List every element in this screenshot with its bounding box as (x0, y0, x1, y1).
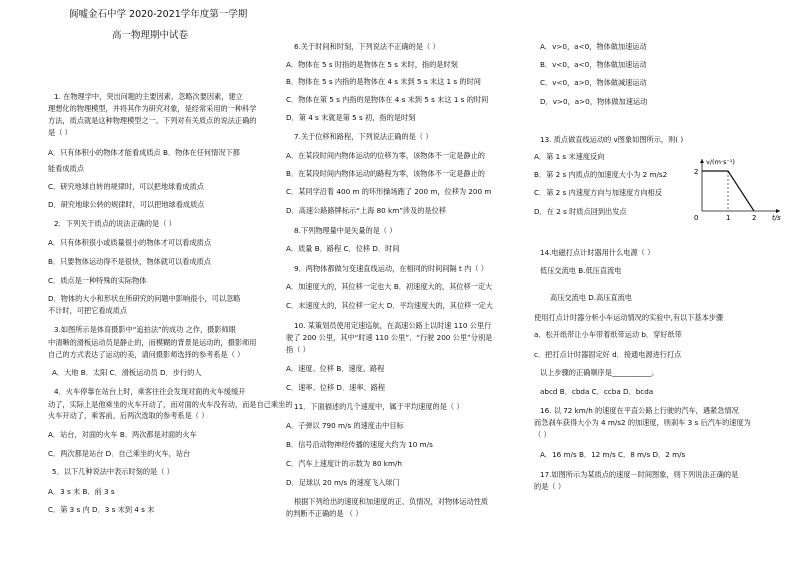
x-tick-label: 2 (752, 214, 757, 222)
col2-line: A．物体在 5 s 时指的是物体在 5 s 末时，指的是时刻 (286, 60, 458, 69)
x-tick-label: 1 (726, 214, 731, 222)
col2-line: A．质量 B．路程 C．位移 D．时间 (286, 244, 400, 253)
col2-line: A．在某段时间内物体运动的位移为零，该物体不一定是静止的 (286, 151, 485, 160)
col3-line: 的是（ ） (534, 482, 566, 491)
col1-line: B．只要物体运动得不是很快，物体就可以看成质点 (48, 257, 212, 266)
col2-line: C．速率、位移 D．速率、路程 (286, 383, 386, 392)
col1-line: A．3 s 末 B．前 3 s (48, 487, 115, 496)
col1-line: 是（ ） (48, 128, 72, 137)
col3-line: a．松开纸带让小车带着纸带运动 b．穿好纸带 (534, 330, 682, 339)
col2-line: C．某同学沿着 400 m 的环形操场跑了 200 m，位移为 200 m (286, 187, 492, 196)
y-axis-arrow (700, 159, 704, 163)
col3-line: 使用打点计时器分析小车运动情况的实验中,有以下基本步骤 (534, 313, 724, 322)
col3-line: 13. 质点做直线运动的 v图象如图所示，则( ) (540, 135, 684, 144)
col1-line: C．两次都是站台 D．自己乘坐的火车，站台 (48, 449, 191, 458)
col2-line: B．信号沿动物神经传播的速度大约为 10 m/s (286, 440, 433, 449)
col3-line: 高压交流电 D.高压直流电 (550, 293, 632, 302)
exam-subtitle: 高一物理期中试卷 (112, 30, 189, 41)
col2-line: 10. 某策划员使用定速巡航，在高速公路上以时速 110 公里行 (294, 321, 492, 330)
col2-line: D．第 4 s 末就是第 5 s 初，指的是时刻 (286, 113, 416, 122)
col3-line: C．第 2 s 内速度方向与加速度方向相反 (534, 188, 663, 197)
col2-line: D．高速公路路牌标示“上海 80 km”涉及的是位移 (286, 206, 447, 215)
col1-line: 方法，质点就是这种物理模型之一。下列对有关质点的说法正确的 (48, 116, 257, 125)
col3-line: B．第 2 s 内质点的加速度大小为 2 m/s2 (534, 170, 668, 179)
exam-title: 阆嘘金石中学 2020-2021学年度第一学期 (69, 9, 248, 20)
col1-line: A．只有体积很小或质量很小的物体才可以看成质点 (48, 238, 212, 247)
col2-line: 11．下面描述的几个速度中，属于平均速度的是（ ） (294, 402, 464, 411)
col1-line: C．研究地球自转的规律时，可以把地球看成质点 (48, 182, 204, 191)
x-axis-label: t/s (772, 214, 781, 222)
col1-line: 能看成质点 (48, 164, 84, 173)
col1-line: 5．以下几种说法中表示时刻的是（ ） (52, 467, 174, 476)
vt-graph (690, 155, 790, 225)
col1-line: 不计时，可把它看成质点 (48, 306, 128, 315)
col3-line: c．把打点计时器固定好 d．接通电源进行打点 (534, 350, 682, 359)
col1-line: 动了，实际上是他乘坐的火车开动了，而对面的火车没有动，而是自己乘坐的 (48, 400, 293, 409)
col3-line: B．v<0，a<0，物体做加速运动 (540, 60, 647, 69)
col2-line: 9．两物体都做匀变速直线运动，在相同的时间间隔 t 内（ ） (294, 264, 488, 273)
col1-line: C．质点是一种特殊的实际物体 (48, 276, 147, 285)
x-axis-arrow (776, 209, 780, 213)
col2-line: C．汽车上速度计的示数为 80 km/h (286, 459, 402, 468)
col2-line: 8.下列物理量中是矢量的是（ ） (294, 226, 397, 235)
col1-line: A．只有体积小的物体才能看成质点 B．物体在任何情况下都 (48, 148, 240, 157)
col1-line: 中清晰的滑板运动员是静止的，而模糊的背景是运动的，摄影师用 (48, 338, 257, 347)
y-axis-label: v/(m·s⁻¹) (706, 158, 735, 166)
col2-line: 根据下列给出的速度和加速度的正、负情况，对物体运动性质 (294, 497, 489, 506)
col1-line: 3.如图所示是体育摄影中“追拍法”的成功 之作，摄影师眼 (54, 325, 236, 334)
col1-line: D．研究地球公转的规律时，可以把地球看成质点 (48, 200, 205, 209)
col3-line: 而急刹车获得大小为 4 m/s2 的加速度，则刹车 3 s 后汽车的速度为 (534, 418, 751, 427)
col2-line: C．物体在第 5 s 内指的是物体在 4 s 末到 5 s 末这 1 s 的时间 (286, 95, 489, 104)
y-tick-label: 2 (694, 168, 699, 176)
col3-line: 16. 以 72 km/h 的速度在平直公路上行驶的汽车，遇紧急情况 (540, 406, 739, 415)
col1-line: C．第 3 s 内 D．3 s 末到 4 s 末 (48, 505, 155, 514)
col1-line: A．站台，对面的火车 B．两次都是对面的火车 (48, 430, 197, 439)
col3-line: abcd B．cbda C．ccba D．bcda (540, 387, 654, 396)
col3-line: 以上步骤的正确顺序是___________。 (540, 368, 659, 377)
col3-line: C．v<0，a>0，物体做减速运动 (540, 78, 647, 87)
col2-line: 驶了 200 公里，其中“时速 110 公里”、“行驶 200 公里”分别是 (286, 333, 493, 342)
col2-line: A．子弹以 790 m/s 的速度击中目标 (286, 421, 404, 430)
col1-line: 理想化的物理模型，并将其作为研究对象，是经常采用的一种科学 (48, 104, 257, 113)
col3-line: 14.电磁打点计时器用什么电源（ ） (540, 248, 655, 257)
col2-line: 6.关于时间和时刻，下列说法不正确的是（ ） (294, 42, 440, 51)
col3-line: D．v>0，a>0，物体做加速运动 (540, 97, 648, 106)
col3-line: A．第 1 s 末速度反向 (534, 152, 605, 161)
col2-line: 的判断不正确的是 （ ） (286, 509, 363, 518)
col2-line: C．末速度大的，其位移一定大 D．平均速度大的，其位移一定大 (286, 301, 493, 310)
col3-line: A．16 m/s B．12 m/s C．8 m/s D．2 m/s (540, 450, 686, 459)
col2-line: D．足球以 20 m/s 的速度飞入球门 (286, 478, 400, 487)
col2-line: A．加速度大的，其位移一定也大 B．初速度大的，其位移一定大 (286, 282, 493, 291)
col1-line: 自己的方式表达了运动的美，请问摄影师选择的参考系是（ ） (48, 350, 245, 359)
x-tick-label: 0 (694, 214, 699, 222)
col2-line: A．速度、位移 B．速度、路程 (286, 364, 385, 373)
col3-line: A．v>0，a<0，物体做加速运动 (540, 42, 647, 51)
col1-line: D．物体的大小和形状在所研究的问题中影响很小，可以忽略 (48, 294, 241, 303)
col3-line: 17.如图所示为某质点的速度－时间图象，则下列说法正确的是 (540, 470, 739, 479)
col2-line: B．在某段时间内物体运动的路程为零，该物体不一定是静止的 (286, 169, 485, 178)
col1-line: 火车开动了，乘客前，后两次选取的参考系是（ ） (48, 411, 209, 420)
col2-line: B．物体在 5 s 内指的是物体在 4 s 末到 5 s 末这 1 s 的时间 (286, 77, 481, 86)
col1-line: 2．下列关于质点的说法正确的是（ ） (54, 219, 176, 228)
col2-line: 指（ ） (286, 345, 310, 354)
col2-line: 7.关于位移和路程，下列说法正确的是（ ） (294, 132, 433, 141)
vt-graph-marks (694, 158, 781, 222)
col3-line: （ ） (534, 430, 551, 439)
col3-line: 低压交流电 B.低压直流电 (540, 266, 622, 275)
col3-line: D．在 2 s 时质点回到出发点 (534, 207, 627, 216)
col1-line: 1. 在物理学中，突出问题的主要因素，忽略次要因素，建立 (54, 92, 243, 101)
col1-line: 4．火车停靠在站台上时，乘客往往会发现对面的火车缓缓开 (54, 387, 246, 396)
col1-line: A．大地 B．太阳 C．滑板运动员 D．步行的人 (52, 368, 202, 377)
